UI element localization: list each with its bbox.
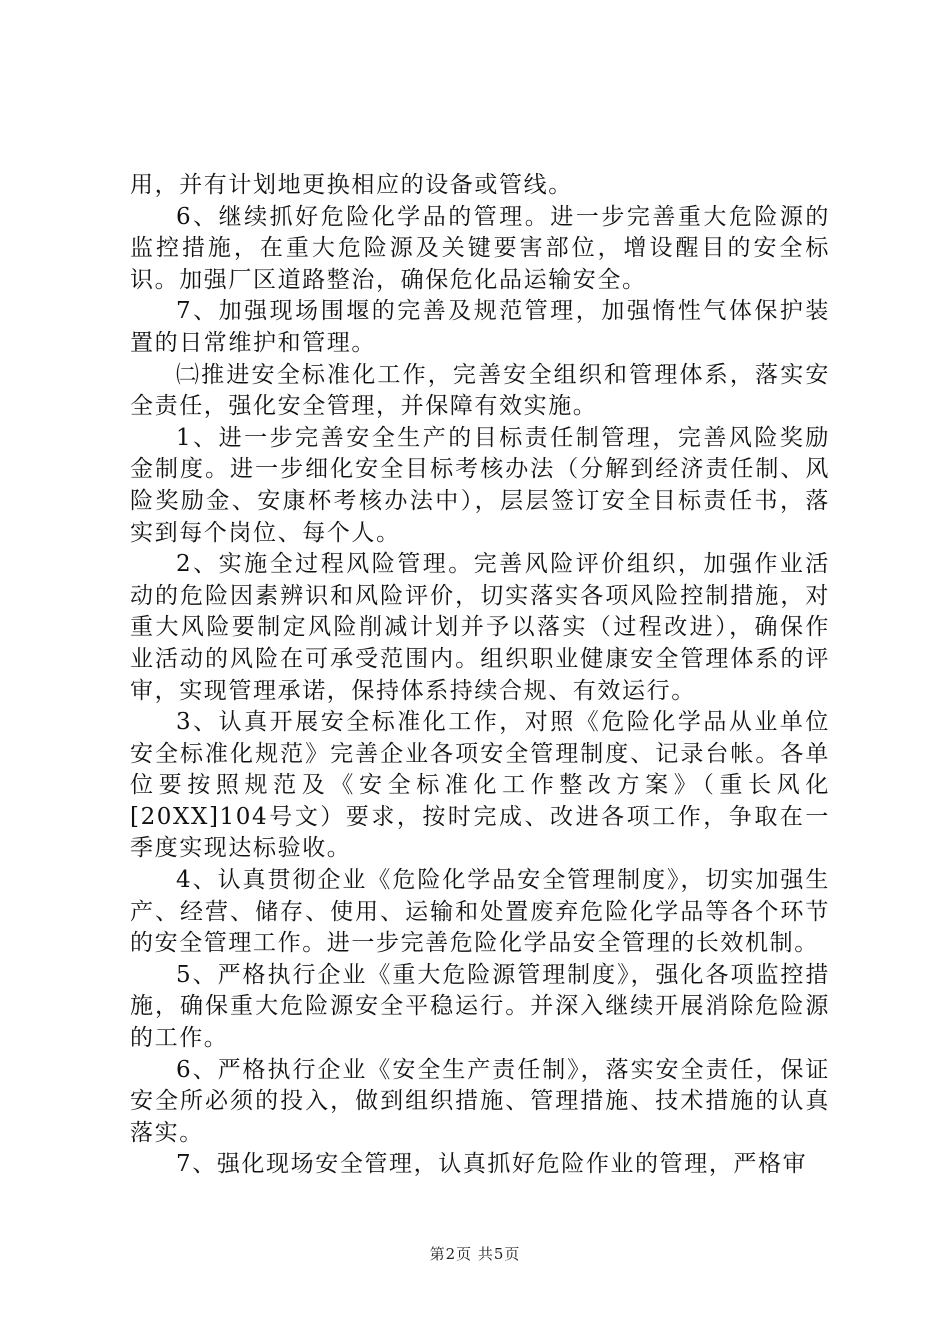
document-body <box>130 170 830 1181</box>
paragraph-item-3-standardization: 3、认真开展安全标准化工作，对照《危险化学品从业单位安全标准化规范》完善企业各项安全管理制度、记录台帐。各单位要按照规范及《安全标准化工作整改方案》（重长风化[20XX]104号文）要求，按时完成、改进各项工作，争取在一季度实现达标验收。 <box>130 709 830 862</box>
paragraph-item-1-responsibility: 1、进一步完善安全生产的目标责任制管理，完善风险奖励金制度。进一步细化安全目标考核办法（分解到经济责任制、风险奖励金、安康杯考核办法中），层层签订安全目标责任书，落实到每个岗位、每个人。 <box>130 424 830 546</box>
paragraph-item-4-chemical-safety: 4、认真贯彻企业《危险化学品安全管理制度》，切实加强生产、经营、储存、使用、运输和处置废弃危险化学品等各个环节的安全管理工作。进一步完善危险化学品安全管理的长效机制。 <box>130 867 830 957</box>
paragraph-item-5-major-hazards: 5、严格执行企业《重大危险源管理制度》，强化各项监控措施，确保重大危险源安全平稳运行。并深入继续开展消除危险源的工作。 <box>130 961 830 1052</box>
paragraph-continuation: 用，并有计划地更换相应的设备或管线。 <box>130 172 573 198</box>
paragraph-item-6-hazardous-chemicals: 6、继续抓好危险化学品的管理。进一步完善重大危险源的监控措施，在重大危险源及关键要害部位，增设醒目的安全标识。加强厂区道路整治，确保危化品运输安全。 <box>130 203 830 293</box>
section-heading-2: ㈡推进安全标准化工作，完善安全组织和管理体系，落实安全责任，强化安全管理，并保障有效实施。 <box>130 361 830 420</box>
paragraph-item-7-cofferdam: 7、加强现场围堰的完善及规范管理，加强惰性气体保护装置的日常维护和管理。 <box>130 298 830 356</box>
paragraph-item-2-risk-management: 2、实施全过程风险管理。完善风险评价组织，加强作业活动的危险因素辨识和风险评价，切实落实各项风险控制措施，对重大风险要制定风险削减计划并予以落实（过程改进），确保作业活动的风险在可承受范围内。组织职业健康安全管理体系的评审，实现管理承诺，保持体系持续合规、有效运行。 <box>130 551 830 704</box>
page-number-footer: 第2页 共5页 <box>429 1245 521 1263</box>
paragraph-item-7-site-safety: 7、强化现场安全管理，认真抓好危险作业的管理，严格审 <box>176 1151 808 1178</box>
paragraph-item-6-responsibility-system: 6、严格执行企业《安全生产责任制》，落实安全责任，保证安全所必须的投入，做到组织措施、管理措施、技术措施的认真落实。 <box>130 1056 830 1146</box>
